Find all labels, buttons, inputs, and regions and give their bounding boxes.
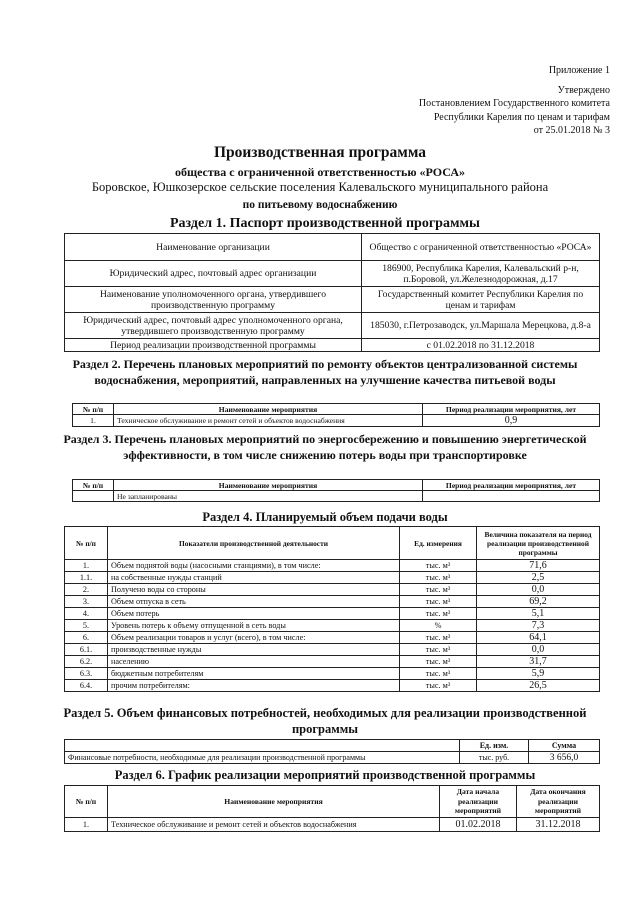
row-value: 2,5 <box>477 572 600 584</box>
col-header-sum: Сумма <box>529 740 600 752</box>
col-header-period: Период реализации мероприятия, лет <box>423 404 600 415</box>
row-period: 0,9 <box>423 415 600 427</box>
row-num: 1. <box>65 560 108 572</box>
row-value: 64,1 <box>477 632 600 644</box>
table-row <box>65 584 600 596</box>
table-row <box>65 668 600 680</box>
col-header-num: № п/п <box>65 527 108 560</box>
passport-label: Юридический адрес, почтовый адрес уполномоченного органа, утвердившего производственную программу <box>65 313 362 339</box>
col-header-num: № п/п <box>65 786 108 818</box>
schedule-table <box>64 785 600 832</box>
water-supply-volume-table <box>64 526 600 692</box>
row-unit: тыс. м³ <box>400 632 477 644</box>
row-value: 31,7 <box>477 656 600 668</box>
table-row <box>65 287 600 313</box>
row-indicator: Объем потерь <box>108 608 400 620</box>
section-2-title: Раздел 2. Перечень плановых мероприятий по ремонту объектов централизованной системы водоснабжения, мероприятий, направленных на улучшение качества питьевой воды <box>72 357 578 387</box>
approval-line-3: от 25.01.2018 № 3 <box>533 125 610 136</box>
table-header-row <box>65 740 600 752</box>
col-header-num: № п/п <box>73 404 114 415</box>
row-indicator: Уровень потерь к объему отпущенной в сеть воды <box>108 620 400 632</box>
passport-value: 186900, Республика Карелия, Калевальский р-н, п.Боровой, ул.Железнодорожная, д.17 <box>362 261 600 287</box>
row-num: 6.4. <box>65 680 108 692</box>
row-indicator: населению <box>108 656 400 668</box>
approved-label: Утверждено <box>557 84 610 96</box>
passport-value: 185030, г.Петрозаводск, ул.Маршала Мерецкова, д.8-а <box>362 313 600 339</box>
row-value: 0,0 <box>477 644 600 656</box>
table-row <box>65 572 600 584</box>
table-row <box>65 608 600 620</box>
row-unit: тыс. м³ <box>400 560 477 572</box>
table-header-row <box>73 404 600 415</box>
organization-title: общества с ограниченной ответственностью «РОСА» <box>174 165 466 179</box>
row-num: 6.3. <box>65 668 108 680</box>
row-indicator: Объем реализации товаров и услуг (всего), в том числе: <box>108 632 400 644</box>
document-title: Производственная программа <box>213 144 427 161</box>
col-header-name: Наименование мероприятия <box>108 786 440 818</box>
section-6-title: Раздел 6. График реализации мероприятий производственной программы <box>114 768 536 782</box>
table-header-row <box>65 527 600 560</box>
row-num <box>73 491 114 502</box>
row-unit: тыс. м³ <box>400 668 477 680</box>
row-indicator: Получено воды со стороны <box>108 584 400 596</box>
col-header-end: Дата окончания реализации мероприятий <box>517 786 600 818</box>
row-start: 01.02.2018 <box>440 818 517 832</box>
section-3-title: Раздел 3. Перечень плановых мероприятий по энергосбережению и повышению энергетической эффективности, в том числе снижению потерь воды при транспортировке <box>63 432 587 462</box>
row-unit: тыс. м³ <box>400 608 477 620</box>
col-header-blank <box>65 740 460 752</box>
row-unit: тыс. руб. <box>460 752 529 764</box>
row-name: Не запланированы <box>114 491 423 502</box>
row-unit: тыс. м³ <box>400 572 477 584</box>
passport-label: Наименование организации <box>65 234 362 261</box>
row-indicator: на собственные нужды станций <box>108 572 400 584</box>
section-4-title: Раздел 4. Планируемый объем подачи воды <box>202 510 448 524</box>
col-header-unit: Ед. изм. <box>460 740 529 752</box>
appendix-label: Приложение 1 <box>548 65 610 76</box>
table-row <box>65 818 600 832</box>
financial-needs-table <box>64 739 600 764</box>
col-header-name: Наименование мероприятия <box>114 404 423 415</box>
row-value: 26,5 <box>477 680 600 692</box>
approval-line-1: Постановлением Государственного комитета <box>418 98 610 109</box>
row-indicator: Объем поднятой воды (насосными станциями), в том числе: <box>108 560 400 572</box>
table-header-row <box>73 480 600 491</box>
row-sum: 3 656,0 <box>529 752 600 764</box>
row-end: 31.12.2018 <box>517 818 600 832</box>
passport-value: Общество с ограниченной ответственностью «РОСА» <box>362 234 600 261</box>
table-row <box>65 656 600 668</box>
row-num: 3. <box>65 596 108 608</box>
table-row <box>73 491 600 502</box>
row-num: 5. <box>65 620 108 632</box>
row-unit: тыс. м³ <box>400 680 477 692</box>
row-indicator: бюджетным потребителям <box>108 668 400 680</box>
col-header-unit: Ед. измерения <box>400 527 477 560</box>
section-1-title: Раздел 1. Паспорт производственной программы <box>170 216 480 231</box>
section-5-title: Раздел 5. Объем финансовых потребностей, необходимых для реализации производственной программы <box>63 706 587 736</box>
passport-label: Период реализации производственной программы <box>65 339 362 352</box>
row-num: 1. <box>65 818 108 832</box>
row-num: 1.1. <box>65 572 108 584</box>
water-title: по питьевому водоснабжению <box>242 199 398 211</box>
area-title: Боровское, Юшкозерское сельские поселения Калевальского муниципального района <box>91 180 549 194</box>
col-header-num: № п/п <box>73 480 114 491</box>
row-num: 6.2. <box>65 656 108 668</box>
repair-measures-table <box>72 403 600 427</box>
table-row <box>65 620 600 632</box>
approval-stamp <box>419 64 610 138</box>
row-unit: тыс. м³ <box>400 644 477 656</box>
energy-measures-table <box>72 479 600 502</box>
row-num: 2. <box>65 584 108 596</box>
col-header-period: Период реализации мероприятия, лет <box>423 480 600 491</box>
row-value: 5,9 <box>477 668 600 680</box>
table-row <box>65 313 600 339</box>
table-row <box>65 596 600 608</box>
row-unit: тыс. м³ <box>400 596 477 608</box>
table-header-row <box>65 786 600 818</box>
passport-value: Государственный комитет Республики Карелия по ценам и тарифам <box>362 287 600 313</box>
row-name: Техническое обслуживание и ремонт сетей и объектов водоснабжения <box>108 818 440 832</box>
col-header-name: Наименование мероприятия <box>114 480 423 491</box>
table-row <box>65 680 600 692</box>
passport-label: Юридический адрес, почтовый адрес организации <box>65 261 362 287</box>
row-indicator: производственные нужды <box>108 644 400 656</box>
passport-table <box>64 233 600 352</box>
row-num: 4. <box>65 608 108 620</box>
row-value: 71,6 <box>477 560 600 572</box>
row-num: 6.1. <box>65 644 108 656</box>
table-row <box>65 234 600 261</box>
col-header-start: Дата начала реализации мероприятий <box>440 786 517 818</box>
row-indicator: прочим потребителям: <box>108 680 400 692</box>
row-unit: % <box>400 620 477 632</box>
table-row <box>65 560 600 572</box>
passport-label: Наименование уполномоченного органа, утвердившего производственную программу <box>65 287 362 313</box>
table-row <box>65 632 600 644</box>
row-name: Финансовые потребности, необходимые для реализации производственной программы <box>65 752 460 764</box>
table-row <box>65 261 600 287</box>
table-row <box>65 644 600 656</box>
row-value: 69,2 <box>477 596 600 608</box>
table-row <box>73 415 600 427</box>
row-unit: тыс. м³ <box>400 656 477 668</box>
row-num: 1. <box>73 415 114 427</box>
row-value: 7,3 <box>477 620 600 632</box>
row-num: 6. <box>65 632 108 644</box>
row-period <box>423 491 600 502</box>
row-name: Техническое обслуживание и ремонт сетей и объектов водоснабжения <box>114 415 423 427</box>
row-value: 0,0 <box>477 584 600 596</box>
col-header-indicator: Показатели производственной деятельности <box>108 527 400 560</box>
col-header-value: Величина показателя на период реализации производственной программы <box>477 527 600 560</box>
row-indicator: Объем отпуска в сеть <box>108 596 400 608</box>
approval-line-2: Республики Карелия по ценам и тарифам <box>433 111 610 123</box>
table-row <box>65 339 600 352</box>
table-row <box>65 752 600 764</box>
row-value: 5,1 <box>477 608 600 620</box>
row-unit: тыс. м³ <box>400 584 477 596</box>
passport-value: с 01.02.2018 по 31.12.2018 <box>362 339 600 352</box>
